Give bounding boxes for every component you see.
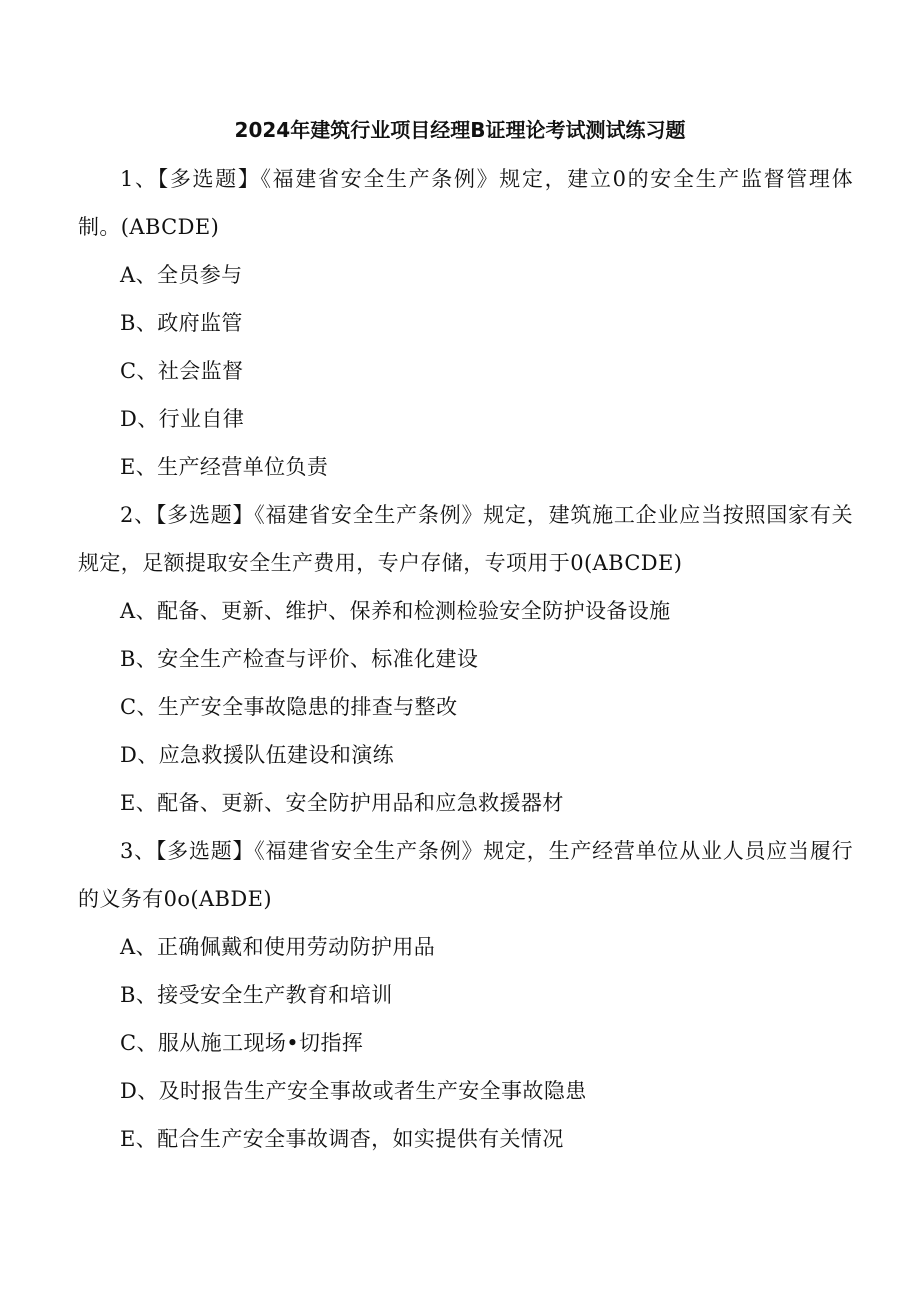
option-d: D、应急救援队伍建设和演练 <box>120 743 395 767</box>
option-a: A、全员参与 <box>120 263 243 287</box>
option-b: B、接受安全生产教育和培训 <box>120 983 393 1007</box>
question-list <box>78 155 853 1163</box>
option-c: C、服从施工现场•切指挥 <box>120 1031 364 1055</box>
option-c: C、社会监督 <box>120 359 244 383</box>
option-e: E、配备、更新、安全防护用品和应急救援器材 <box>120 791 564 815</box>
question-2 <box>78 491 853 827</box>
option-a: A、配备、更新、维护、保养和检测检验安全防护设备设施 <box>120 599 671 623</box>
question-3 <box>78 827 853 1163</box>
option-b: B、安全生产检查与评价、标准化建设 <box>120 647 479 671</box>
question-text: 3、【多选题】《福建省安全生产条例》规定，生产经营单位从业人员应当履行的义务有0o(ABDE) <box>78 839 853 911</box>
question-1 <box>78 155 853 491</box>
option-d: D、及时报告生产安全事故或者生产安全事故隐患 <box>120 1079 587 1103</box>
option-a: A、正确佩戴和使用劳动防护用品 <box>120 935 436 959</box>
option-b: B、政府监管 <box>120 311 243 335</box>
document-title: 2024年建筑行业项目经理B证理论考试测试练习题 <box>234 118 686 142</box>
option-c: C、生产安全事故隐患的排查与整改 <box>120 695 458 719</box>
question-text: 2、【多选题】《福建省安全生产条例》规定，建筑施工企业应当按照国家有关规定，足额提取安全生产费用，专户存储，专项用于0(ABCDE) <box>78 503 853 575</box>
question-text: 1、【多选题】《福建省安全生产条例》规定，建立0的安全生产监督管理体制。(ABCDE) <box>78 167 853 239</box>
option-d: D、行业自律 <box>120 407 245 431</box>
option-e: E、生产经营单位负责 <box>120 455 329 479</box>
option-e: E、配合生产安全事故调杳，如实提供有关情况 <box>120 1127 564 1151</box>
